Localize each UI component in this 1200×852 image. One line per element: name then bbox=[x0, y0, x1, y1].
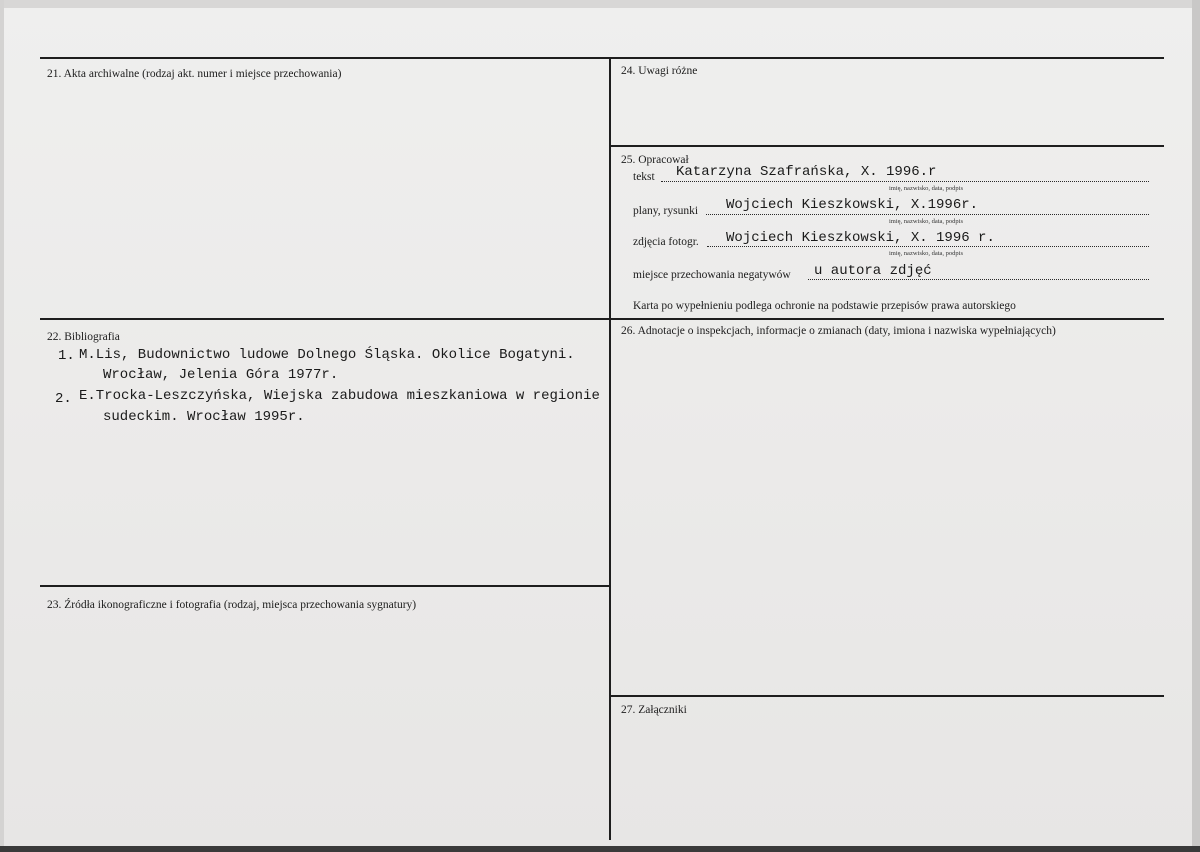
copyright-note: Karta po wypełnieniu podlega ochronie na podstawie przepisów prawa autorskiego bbox=[633, 300, 1016, 312]
plany-label: plany, rysunki bbox=[633, 205, 699, 217]
scan-edge-right bbox=[1192, 0, 1200, 852]
plany-value: Wojciech Kieszkowski, X.1996r. bbox=[726, 197, 979, 213]
bibliography-entry-2-line1: E.Trocka-Leszczyńska, Wiejska zabudowa mieszkaniowa w regionie bbox=[79, 388, 600, 404]
rule-24-25 bbox=[609, 145, 1164, 147]
zdjecia-value: Wojciech Kieszkowski, X. 1996 r. bbox=[726, 230, 995, 246]
bibliography-entry-1-line2: Wrocław, Jelenia Góra 1977r. bbox=[103, 367, 339, 383]
section-27-label: 27. Załączniki bbox=[621, 704, 687, 716]
section-22-label: 22. Bibliografia bbox=[47, 331, 120, 343]
plany-dotted-line bbox=[706, 214, 1149, 215]
plany-hint: imię, nazwisko, data, podpis bbox=[889, 218, 964, 225]
bibliography-entry-1-line1: M.Lis, Budownictwo ludowe Dolnego Śląska. Okolice Bogatyni. bbox=[79, 347, 575, 363]
bibliography-entry-2-line2: sudeckim. Wrocław 1995r. bbox=[103, 409, 305, 425]
section-21-label: 21. Akta archiwalne (rodzaj akt. numer i miejsce przechowania) bbox=[47, 68, 342, 80]
zdjecia-dotted-line bbox=[707, 246, 1149, 247]
negatywy-value: u autora zdjęć bbox=[814, 263, 932, 279]
top-rule bbox=[40, 57, 1164, 59]
rule-26-27 bbox=[609, 695, 1164, 697]
section-26-label: 26. Adnotacje o inspekcjach, informacje o zmianach (daty, imiona i nazwiska wypełniających) bbox=[621, 325, 1056, 337]
tekst-dotted-line bbox=[661, 181, 1149, 182]
bibliography-num-2: 2. bbox=[55, 391, 72, 407]
tekst-hint: imię, nazwisko, data, podpis bbox=[889, 185, 964, 192]
section-24-label: 24. Uwagi różne bbox=[621, 65, 698, 77]
scan-edge-left bbox=[0, 0, 4, 852]
bibliography-num-1: 1. bbox=[58, 348, 75, 364]
negatywy-dotted-line bbox=[808, 279, 1149, 280]
rule-21-22 bbox=[40, 318, 1164, 320]
zdjecia-hint: imię, nazwisko, data, podpis bbox=[889, 250, 964, 257]
section-25-label: 25. Opracował bbox=[621, 154, 689, 166]
section-23-label: 23. Źródła ikonograficzne i fotografia (rodzaj, miejsca przechowania sygnatury) bbox=[47, 599, 417, 611]
zdjecia-label: zdjęcia fotogr. bbox=[633, 236, 699, 248]
scan-edge-bottom bbox=[0, 846, 1200, 852]
tekst-label: tekst bbox=[633, 171, 655, 183]
tekst-value: Katarzyna Szafrańska, X. 1996.r bbox=[676, 164, 937, 180]
scan-edge-top bbox=[0, 0, 1200, 8]
rule-22-23 bbox=[40, 585, 611, 587]
column-divider bbox=[609, 57, 611, 840]
negatywy-label: miejsce przechowania negatywów bbox=[633, 269, 791, 281]
